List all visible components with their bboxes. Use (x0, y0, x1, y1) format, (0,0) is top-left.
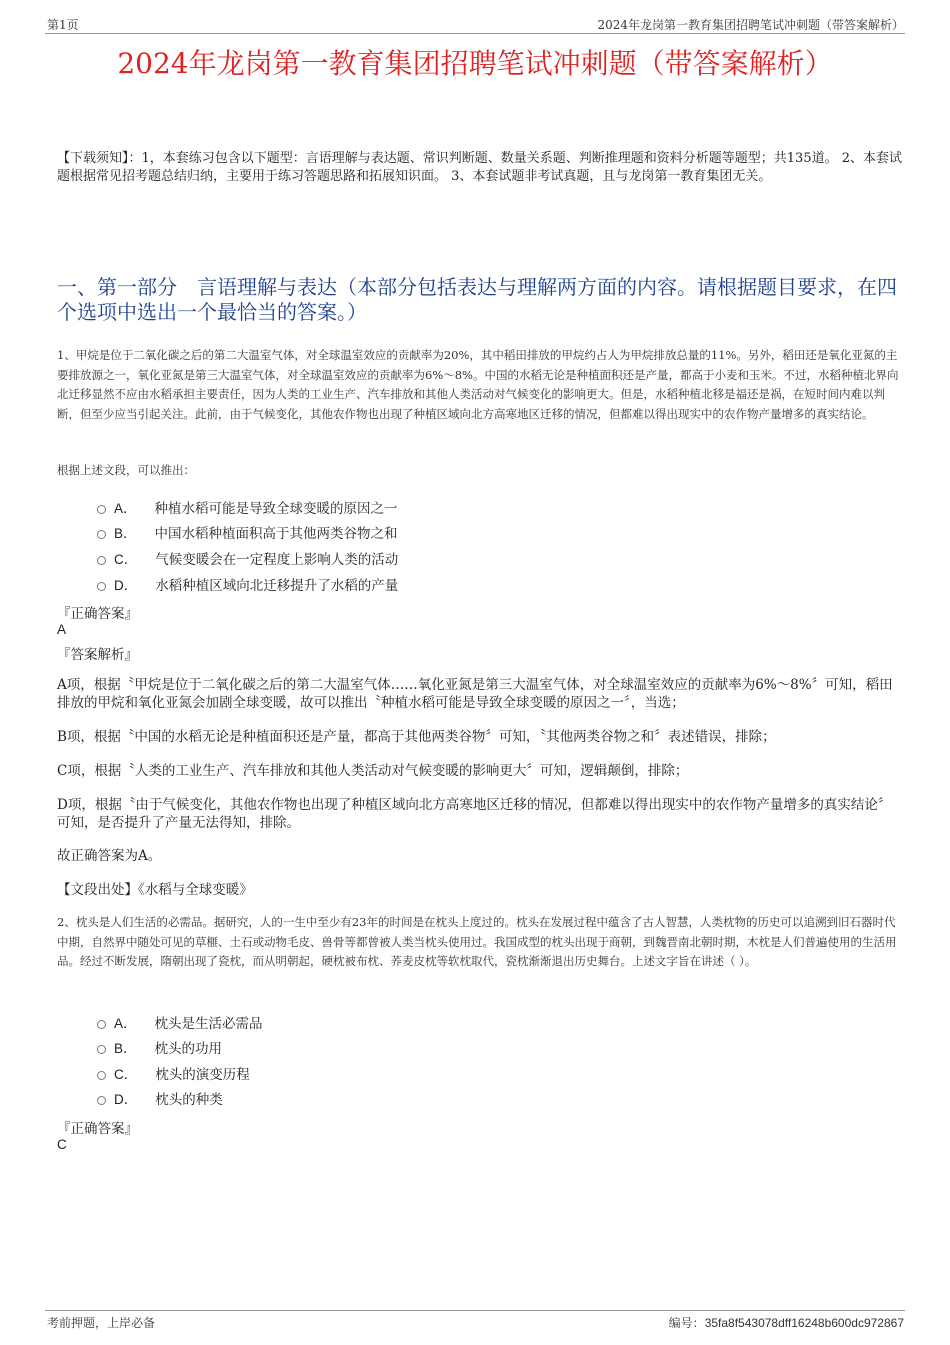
header-divider (45, 33, 905, 34)
question-2-answer-label: 『正确答案』 (57, 1121, 138, 1137)
radio-icon[interactable] (97, 1071, 106, 1080)
question-1-option-a[interactable]: A． 种植水稻可能是导致全球变暖的原因之一 (97, 497, 398, 517)
page-number: 第1页 (47, 18, 79, 32)
question-2-option-a[interactable]: A． 枕头是生活必需品 (97, 1012, 263, 1032)
footer-divider (45, 1310, 905, 1311)
question-1-option-b[interactable]: B． 中国水稻种植面积高于其他两类谷物之和 (97, 522, 398, 542)
footer-code-label: 编号： (668, 1316, 705, 1330)
page-title: 2024年龙岗第一教育集团招聘笔试冲刺题（带答案解析） (117, 47, 833, 80)
section-heading: 一、第一部分 言语理解与表达（本部分包括表达与理解两方面的内容。请根据题目要求，在四个选项中选出一个最恰当的答案。） (57, 275, 897, 324)
question-2-option-c[interactable]: C． 枕头的演变历程 (97, 1063, 250, 1083)
question-1-analysis-label: 『答案解析』 (57, 647, 138, 663)
question-1-answer: A (57, 622, 67, 637)
question-2-option-b[interactable]: B． 枕头的功用 (97, 1037, 222, 1057)
question-1-answer-label: 『正确答案』 (57, 606, 138, 622)
radio-icon[interactable] (97, 1096, 106, 1105)
analysis-item-d: D项，根据〝由于气候变化，其他农作物也出现了种植区域向北方高寒地区迁移的情况，但都难以得出现实中的农作物产量增多的真实结论〞可知，是否提升了产量无法得知，排除。 (57, 797, 892, 831)
question-1-source: 【文段出处】《水稻与全球变暖》 (57, 882, 253, 898)
question-1-stem: 1、甲烷是位于二氧化碳之后的第二大温室气体，对全球温室效应的贡献率为20%，其中稻田排放的甲烷约占人为甲烷排放总量的11%。另外，稻田还是氧化亚氮的主要排放源之一，氧化亚氮是第三大温室气体，对全球温室效应的贡献率为6%～8%。中国的水稻无论是种植面积还是产量，都高于小麦和玉米。不过，水稻种植北界向北迁移显然不应由水稻承担主要责任，因为人类的工业生产、汽车排放和其他人类活动对气候变化的影响更大。但是，水稻种植北移是福还是祸，在短时间内难以判断，但至少应当引起关注。此前，由于气候变化，其他农作物也出现了种植区域向北方高寒地区迁移的情况，但都难以得出现实中的农作物产量增多的真实结论。 (57, 348, 899, 421)
radio-icon[interactable] (97, 1020, 106, 1029)
question-1-option-d[interactable]: D． 水稻种植区域向北迁移提升了水稻的产量 (97, 574, 398, 594)
analysis-item-b: B项，根据〝中国的水稻无论是种植面积还是产量，都高于其他两类谷物〞可知，〝其他两类谷物之和〞表述错误，排除； (57, 729, 776, 745)
radio-icon[interactable] (97, 530, 106, 539)
radio-icon[interactable] (97, 556, 106, 565)
radio-icon[interactable] (97, 1045, 106, 1054)
analysis-item-a: A项，根据〝甲烷是位于二氧化碳之后的第二大温室气体……氧化亚氮是第三大温室气体，对全球温室效应的贡献率为6%～8%〞可知，稻田排放的甲烷和氧化亚氮会加剧全球变暖，故可以推出〝种植水稻可能是导致全球变暖的原因之一〞，当选； (57, 677, 893, 711)
download-notice: 【下载须知】：1，本套练习包含以下题型：言语理解与表达题、常识判断题、数量关系题、判断推理题和资料分析题等题型；共135道。 2、本套试题根据常见招考题总结归纳，主要用于练习答题思路和拓展知识面。 3、本套试题非考试真题，且与龙岗第一教育集团无关。 (57, 151, 902, 184)
question-1-prompt: 根据上述文段，可以推出： (57, 463, 195, 477)
radio-icon[interactable] (97, 505, 106, 514)
question-2-stem: 2、枕头是人们生活的必需品。据研究，人的一生中至少有23年的时间是在枕头上度过的。枕头在发展过程中蕴含了古人智慧，人类枕物的历史可以追溯到旧石器时代中期，自然界中随处可见的草榧、土石或动物毛皮、兽骨等都曾被人类当枕头使用过。我国成型的枕头出现于商朝，到魏晋南北朝时期，木枕是人们普遍使用的生活用品。经过不断发展，隋朝出现了瓷枕，而从明朝起，硬枕被布枕、荞麦皮枕等软枕取代，瓷枕渐渐退出历史舞台。上述文字旨在讲述（ ）。 (57, 915, 897, 968)
question-2-option-d[interactable]: D． 枕头的种类 (97, 1088, 223, 1108)
question-2-answer: C (57, 1137, 67, 1152)
footer-code (669, 1314, 904, 1331)
header-doc-title: 2024年龙岗第一教育集团招聘笔试冲刺题（带答案解析） (597, 18, 904, 32)
footer-slogan: 考前押题，上岸必备 (47, 1316, 156, 1330)
radio-icon[interactable] (97, 582, 106, 591)
footer-code-value: 35fa8f543078dff16248b600dc972867 (704, 1316, 904, 1330)
analysis-item-c: C项，根据〝人类的工业生产、汽车排放和其他人类活动对气候变暖的影响更大〞可知，逻辑颠倒，排除； (57, 763, 689, 779)
question-1-option-c[interactable]: C． 气候变暖会在一定程度上影响人类的活动 (97, 548, 398, 568)
analysis-conclusion: 故正确答案为A。 (57, 848, 162, 864)
